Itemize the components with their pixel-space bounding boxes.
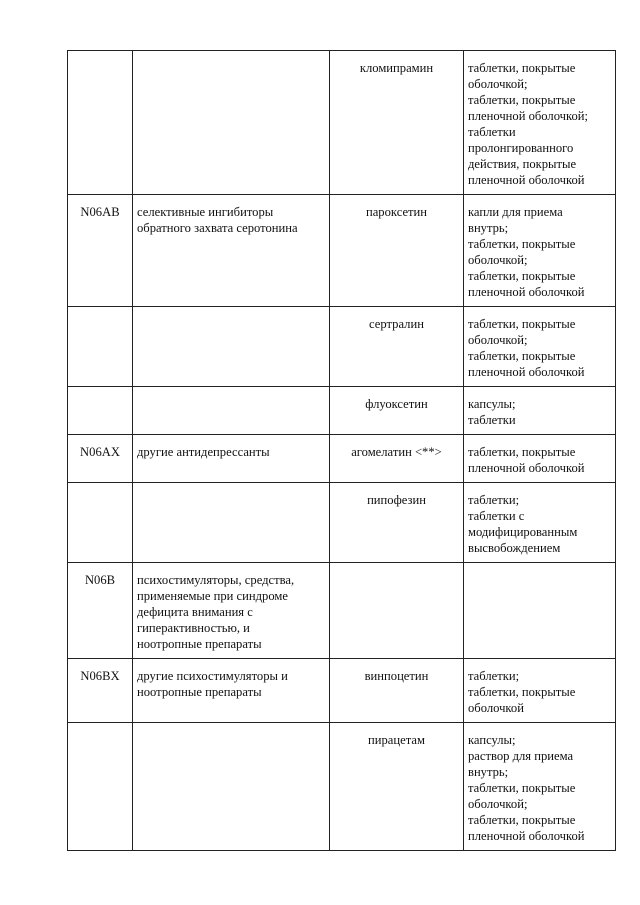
- table-row: [68, 387, 616, 435]
- atc-code-cell: [68, 483, 133, 563]
- table-row: [68, 307, 616, 387]
- drug-name-cell: флуоксетин: [330, 387, 464, 435]
- dosage-form-cell: капсулы; таблетки: [464, 387, 616, 435]
- drug-name-cell: винпоцетин: [330, 659, 464, 723]
- pharmacological-group-cell: другие антидепрессанты: [133, 435, 330, 483]
- drug-name-cell: пипофезин: [330, 483, 464, 563]
- dosage-form-cell: таблетки; таблетки с модифицированным высвобождением: [464, 483, 616, 563]
- pharmacological-group-cell: селективные ингибиторы обратного захвата серотонина: [133, 195, 330, 307]
- atc-code-cell: [68, 307, 133, 387]
- table-body: [68, 51, 616, 851]
- atc-code-cell: N06AX: [68, 435, 133, 483]
- pharmacological-group-cell: другие психостимуляторы и ноотропные препараты: [133, 659, 330, 723]
- pharmacological-group-cell: психостимуляторы, средства, применяемые при синдроме дефицита внимания с гиперактивностью, и ноотропные препараты: [133, 563, 330, 659]
- dosage-form-cell: [464, 563, 616, 659]
- pharmacological-group-cell: [133, 723, 330, 851]
- atc-code-cell: N06B: [68, 563, 133, 659]
- dosage-form-cell: таблетки, покрытые оболочкой; таблетки, покрытые пленочной оболочкой; таблетки пролонгированного действия, покрытые пленочной оболочкой: [464, 51, 616, 195]
- dosage-form-cell: таблетки, покрытые оболочкой; таблетки, покрытые пленочной оболочкой: [464, 307, 616, 387]
- pharmacological-group-cell: [133, 483, 330, 563]
- atc-code-cell: [68, 723, 133, 851]
- dosage-form-cell: капли для приема внутрь; таблетки, покрытые оболочкой; таблетки, покрытые пленочной оболочкой: [464, 195, 616, 307]
- pharmacological-group-cell: [133, 51, 330, 195]
- dosage-form-cell: таблетки, покрытые пленочной оболочкой: [464, 435, 616, 483]
- atc-code-cell: N06AB: [68, 195, 133, 307]
- atc-code-cell: N06BX: [68, 659, 133, 723]
- atc-code-cell: [68, 51, 133, 195]
- table-row: [68, 563, 616, 659]
- atc-code-cell: [68, 387, 133, 435]
- drug-name-cell: агомелатин <**>: [330, 435, 464, 483]
- table-row: [68, 723, 616, 851]
- table-row: [68, 51, 616, 195]
- drug-name-cell: [330, 563, 464, 659]
- pharmacological-group-cell: [133, 387, 330, 435]
- drug-list-table: [67, 50, 616, 851]
- table-row: [68, 659, 616, 723]
- table-row: [68, 483, 616, 563]
- dosage-form-cell: капсулы; раствор для приема внутрь; таблетки, покрытые оболочкой; таблетки, покрытые пленочной оболочкой: [464, 723, 616, 851]
- dosage-form-cell: таблетки; таблетки, покрытые оболочкой: [464, 659, 616, 723]
- drug-name-cell: кломипрамин: [330, 51, 464, 195]
- table-row: [68, 435, 616, 483]
- pharmacological-group-cell: [133, 307, 330, 387]
- table-row: [68, 195, 616, 307]
- drug-name-cell: пароксетин: [330, 195, 464, 307]
- drug-name-cell: сертралин: [330, 307, 464, 387]
- drug-name-cell: пирацетам: [330, 723, 464, 851]
